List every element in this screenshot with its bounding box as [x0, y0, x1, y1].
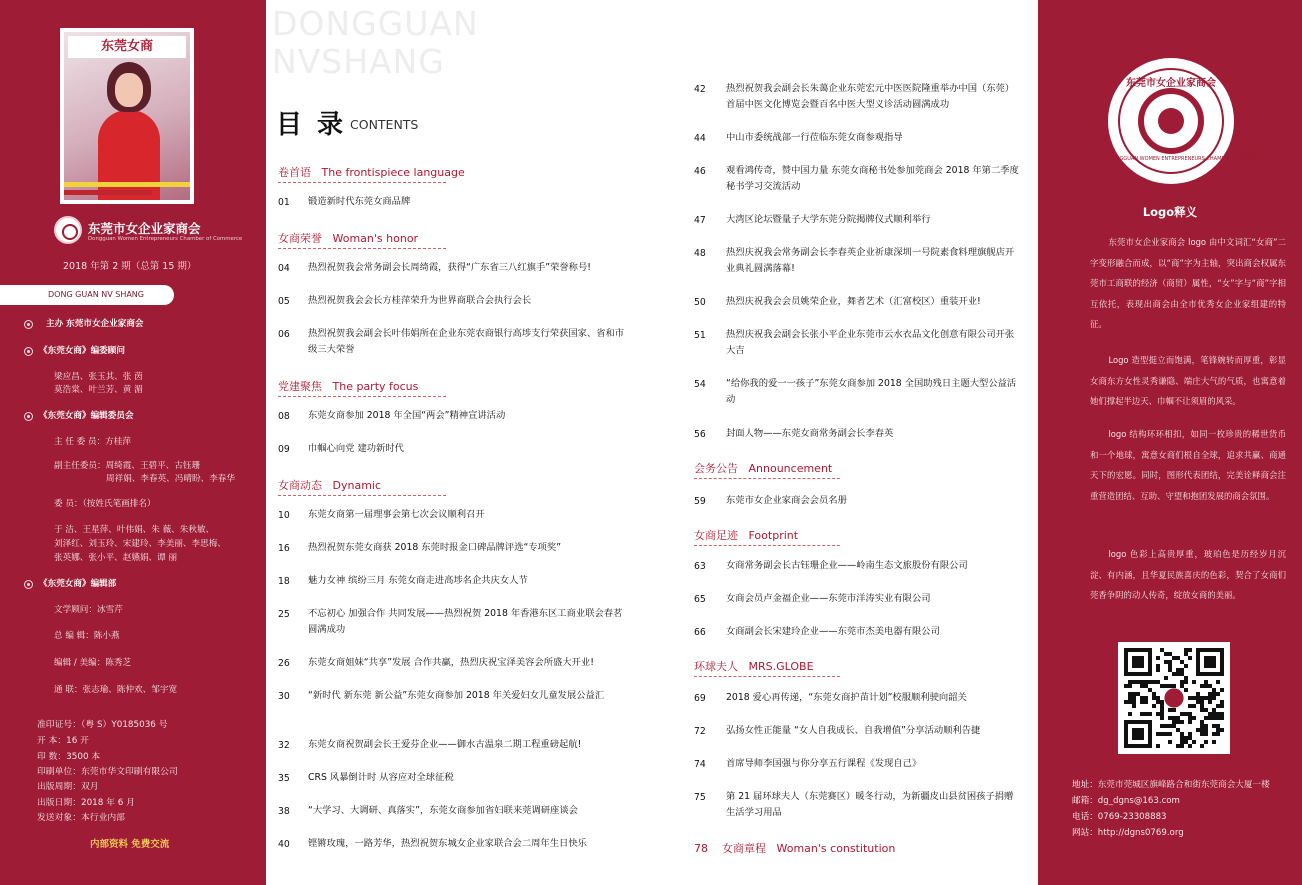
- logo-heading: Logo释义: [1142, 205, 1198, 219]
- toc-page-num: 38: [278, 806, 290, 817]
- toc-entry[interactable]: 中山市委统战部一行莅临东莞女商参观指导: [726, 132, 903, 143]
- toc-page-num: 08: [278, 411, 290, 422]
- toc-entry[interactable]: 东莞市女企业家商会会员名册: [726, 495, 847, 506]
- toc-page-num: 35: [278, 773, 290, 784]
- toc-page-num: 30: [278, 691, 290, 702]
- section-divider: [278, 495, 446, 496]
- credit-line: 编辑 / 美编：陈秀芝: [54, 658, 132, 668]
- toc-page-num: 56: [694, 429, 706, 440]
- section-en: Footprint: [748, 529, 799, 542]
- contact-label: 网站：: [1072, 828, 1098, 838]
- contact-label: 地址：: [1072, 780, 1098, 790]
- toc-entry[interactable]: 热烈祝贺我会常务副会长周绮霞，获得“广东省三八红旗手”荣誉称号!: [308, 262, 591, 273]
- pub-info-line: 出版周期：双月: [37, 782, 99, 792]
- toc-entry[interactable]: 东莞女商参加 2018 年全国“两会”精神宣讲活动: [308, 410, 506, 421]
- section-divider: [278, 182, 446, 183]
- credit-line: 文学顾问：冰雪芹: [54, 605, 123, 615]
- section-en: Woman's constitution: [776, 842, 896, 855]
- credit-line: 《东莞女商》编委顾问: [39, 346, 125, 356]
- toc-page-num: 26: [278, 658, 290, 669]
- toc-entry[interactable]: 不忘初心 加强合作 共同发展——热烈祝贺 2018 年香港东区工商业联会春茗圆满成功: [308, 608, 623, 635]
- toc-page-num: 69: [694, 693, 706, 704]
- pub-info-line: 发送对象：本行业内部: [37, 813, 125, 823]
- cover-portrait: [98, 62, 160, 200]
- logo-ring-text-en: DONGGUAN WOMEN ENTREPRENEURS CHAMBER OF COMMERCE: [1108, 156, 1271, 162]
- toc-title-en: CONTENTS: [350, 117, 419, 132]
- section-divider: [694, 545, 840, 546]
- toc-page-num: 01: [278, 197, 290, 208]
- toc-entry[interactable]: 热烈祝贺我会副会长朱蔼企业东莞宏元中医医院隆重举办中国（东莞）首届中医文化博览会暨百名中医大型义诊活动圆满成功: [726, 83, 1015, 110]
- credit-line: 莫浩棠、叶兰芳、黄 湄: [54, 385, 143, 395]
- toc-entry[interactable]: “给你我的爱一一孩子”东莞女商参加 2018 全国助残日主题大型公益活动: [726, 378, 1017, 405]
- toc-page-num: 59: [694, 496, 706, 507]
- bullet-icon: [24, 580, 33, 589]
- toc-page-num: 46: [694, 166, 706, 177]
- section-heading[interactable]: [694, 840, 895, 856]
- toc-page-num: 09: [278, 444, 290, 455]
- section-en: Dynamic: [332, 479, 382, 492]
- qr-code-graphic: [1124, 648, 1224, 748]
- toc-page-num: 05: [278, 296, 290, 307]
- section-divider: [278, 396, 446, 397]
- toc-entry[interactable]: 首席导师李国强与你分享五行课程《发现自己》: [726, 758, 922, 769]
- toc-page-num: 66: [694, 627, 706, 638]
- pub-info-line: 开 本：16 开: [37, 736, 89, 746]
- logo-paragraph: 东莞市女企业家商会 logo 由中文词汇“女商”二字变形融合而成，以“商”字为主轴，突出商会权属东莞市工商联的经济（商贸）属性，“女”字与“商”字相互依托，表现出商会由全市优秀女企业家组建的特征。: [1090, 237, 1286, 330]
- toc-page-num: 06: [278, 329, 290, 340]
- section-heading: [278, 378, 418, 394]
- cover-face-shape: [115, 73, 143, 107]
- section-en: The party focus: [332, 380, 419, 393]
- section-cn: 卷首语: [278, 166, 311, 179]
- assoc-logo-emblem: [1108, 58, 1271, 184]
- toc-entry[interactable]: 热烈祝贺我会副会长叶伟娟所在企业东莞农商银行高埗支行荣获国家、省和市级三大荣誉: [308, 328, 625, 355]
- section-divider: [694, 676, 840, 677]
- pub-info-line: 印刷单位：东莞市华文印刷有限公司: [37, 767, 178, 777]
- magazine-tag: DONG GUAN NV SHANG: [0, 285, 174, 305]
- contact-value: http://dgns0769.org: [1097, 828, 1184, 838]
- logo-ring-text: 东莞市女企业家商会: [1126, 78, 1216, 89]
- contact-address: [1072, 778, 1270, 790]
- toc-entry[interactable]: 热烈庆祝我会常务副会长李春英企业祈康深圳一号院素食料理旗舰店开业典礼圆满落幕!: [726, 247, 1015, 274]
- credit-line: 《东莞女商》编辑委员会: [39, 411, 134, 421]
- section-cn: 女商动态: [278, 479, 322, 492]
- toc-entry[interactable]: 锻造新时代东莞女商品牌: [308, 196, 411, 207]
- credit-line: 总 编 辑：陈小燕: [54, 631, 120, 641]
- credit-line: 委 员：（按姓氏笔画排名）: [54, 499, 156, 509]
- section-page-num: 78: [694, 842, 708, 855]
- bullet-icon: [24, 320, 33, 329]
- credit-line: 于 洁、王星萍、叶伟娟、朱 薇、朱秋敏、: [54, 525, 215, 535]
- cover-photo: [64, 32, 190, 200]
- internal-note: 内部资料 免费交流: [90, 839, 170, 850]
- logo-paragraph: logo 色彩上高贵厚重，玻珀色是历经岁月沉淀、有内涵，且华夏民族喜庆的色彩，契合了女商们莞香争阴的动人传奇，绽放女商的美丽。: [1090, 549, 1286, 601]
- section-heading: [694, 527, 798, 543]
- credit-line: 梁应昌、张玉其、张 茵: [54, 372, 143, 382]
- left-panel: [0, 0, 266, 885]
- pub-info-line: 出版日期：2018 年 6 月: [37, 798, 135, 808]
- right-panel: [1038, 0, 1302, 885]
- toc-page-num: 75: [694, 792, 706, 803]
- assoc-name: 东莞市女企业家商会: [88, 221, 201, 236]
- magazine-cover[interactable]: [60, 28, 194, 204]
- toc-entry[interactable]: 第 21 届环球夫人（东莞赛区）暖冬行动，为新疆皮山县贫困孩子捐赠生活学习用品: [726, 791, 1014, 818]
- cover-stripe: [64, 182, 190, 187]
- assoc-name-en: Dongguan Women Entrepreneurs Chamber of Commerce: [88, 236, 243, 242]
- credit-line: 张英娜、张小平、赵嬿娟、谭 丽: [54, 553, 178, 563]
- toc-page-num: 54: [694, 379, 706, 390]
- toc-entry[interactable]: 热烈庆祝我会副会长张小平企业东莞市云水衣品文化创意有限公司开张大吉: [726, 329, 1015, 356]
- toc-page-num: 50: [694, 297, 706, 308]
- contact-phone: [1072, 810, 1167, 822]
- watermark-line: DONGGUAN: [272, 4, 479, 43]
- toc-page-num: 40: [278, 839, 290, 850]
- toc-page-num: 47: [694, 215, 706, 226]
- toc-entry[interactable]: 女商副会长宋建玲企业——东莞市杰美电器有限公司: [726, 626, 940, 637]
- toc-entry[interactable]: “大学习、大调研、真落实”，东莞女商参加省妇联来莞调研座谈会: [308, 805, 578, 816]
- pub-info-line: 印 数：3500 本: [37, 752, 101, 762]
- toc-entry[interactable]: 巾帼心向党 建功新时代: [308, 443, 404, 454]
- toc-page-num: 74: [694, 759, 706, 770]
- toc-page-num: 42: [694, 84, 706, 95]
- toc-entry[interactable]: 热烈庆祝我会会员姚荣企业，舞者艺术（汇富校区）重装开业!: [726, 296, 981, 307]
- section-en: Announcement: [748, 462, 833, 475]
- section-en: Woman's honor: [332, 232, 419, 245]
- toc-entry[interactable]: 观看鸿传奇，赞中国力量 东莞女商秘书处参加莞商会 2018 年第二季度秘书学习交流活动: [726, 165, 1019, 192]
- toc-page-num: 32: [278, 740, 290, 751]
- credit-line: 周祥娟、李春英、冯晴盼、李春华: [106, 474, 235, 484]
- toc-entry[interactable]: 2018 爱心再传递，“东莞女商护苗计划”校服顺利驶向韶关: [726, 692, 967, 703]
- credit-line: 主办 东莞市女企业家商会: [46, 319, 144, 329]
- toc-title: 目 录: [276, 110, 347, 140]
- toc-page-num: 44: [694, 133, 706, 144]
- toc-page-num: 18: [278, 576, 290, 587]
- toc-entry[interactable]: 东莞女商第一届理事会第七次会议顺利召开: [308, 509, 485, 520]
- toc-page-num: 51: [694, 330, 706, 341]
- bullet-icon: [24, 412, 33, 421]
- pub-info-line: 准印证号：（粤 S）Y0185036 号: [37, 720, 168, 730]
- section-cn: 环球夫人: [694, 660, 738, 673]
- section-en: MRS.GLOBE: [748, 660, 814, 673]
- toc-page-num: 10: [278, 510, 290, 521]
- logo-paragraph: logo 结构环环相扣，如同一枚珍贵的稀世货币和一个地球，寓意女商们根自全球，追求共赢、商通天下的宏愿。同时，图形代表团结，完美诠释商会注重营造团结、互助、守望和抱团发展的商会氛围。: [1090, 429, 1286, 501]
- logo-paragraph: Logo 造型挺立而饱满，笔锋婉转而厚重，彰显女商东方女性灵秀谦隐、端庄大气的气质，也寓意着她们撑起半边天、巾帼不让须眉的风采。: [1090, 355, 1286, 407]
- section-divider: [278, 248, 446, 249]
- section-divider: [694, 478, 840, 479]
- cover-stripe: [64, 190, 152, 195]
- assoc-logo-icon: [54, 216, 82, 244]
- toc-entry[interactable]: 大湾区论坛暨量子大学东莞分院揭牌仪式顺利举行: [726, 214, 931, 225]
- toc-entry[interactable]: 东莞女商姐妹“共享”发展 合作共赢，热烈庆祝宝泽美容会所盛大开业!: [308, 657, 594, 668]
- toc-page-num: 65: [694, 594, 706, 605]
- credit-line: 通 联：张志瑜、陈仲欢、邹宇宽: [54, 685, 178, 695]
- toc-page-num: 63: [694, 561, 706, 572]
- contact-website[interactable]: [1072, 826, 1184, 838]
- credit-line: 刘泽红、刘玉玲、宋建玲、李美丽、李思梅、: [54, 539, 226, 549]
- bullet-icon: [24, 347, 33, 356]
- toc-entry[interactable]: 封面人物——东莞女商常务副会长李春英: [726, 428, 894, 439]
- section-heading: [694, 658, 814, 674]
- toc-page-num: 25: [278, 609, 290, 620]
- credit-line: 主 任 委 员：方桂萍: [54, 437, 131, 447]
- logo-core-symbol: [1138, 88, 1204, 154]
- section-cn: 会务公告: [694, 462, 738, 475]
- toc-page-num: 16: [278, 543, 290, 554]
- section-cn: 女商章程: [722, 842, 766, 855]
- toc-entry[interactable]: “新时代 新东莞 新公益”东莞女商参加 2018 年关爱妇女儿童发展公益汇: [308, 690, 605, 701]
- section-en: The frontispiece language: [321, 166, 465, 179]
- toc-entry[interactable]: 热烈祝贺我会会长方桂萍荣升为世界商联合会执行会长: [308, 295, 532, 306]
- section-cn: 党建聚焦: [278, 380, 322, 393]
- toc-entry[interactable]: 弘扬女性正能量 “女人自我成长、自我增值”分享活动顺利告捷: [726, 725, 981, 736]
- section-heading: [278, 230, 418, 246]
- toc-entry[interactable]: 东莞女商祝贺副会长王爱芬企业——御水古温泉二期工程重磅起航!: [308, 739, 582, 750]
- toc-entry[interactable]: CRS 风暴倒计时 从容应对全球征税: [308, 772, 454, 783]
- section-heading: [278, 477, 381, 493]
- toc-entry[interactable]: 热烈祝贺东莞女商获 2018 东莞时报金口碑品牌评选“专项奖”: [308, 542, 562, 553]
- contact-value: 东莞市莞城区旗峰路合和街东莞商会大厦一楼: [1097, 780, 1270, 790]
- cover-title: 东莞女商: [68, 36, 186, 58]
- issue-number: 2018 年第 2 期（总第 15 期）: [63, 261, 197, 272]
- credit-line: 《东莞女商》编辑部: [39, 579, 117, 589]
- contact-email[interactable]: [1072, 794, 1180, 806]
- section-heading: [694, 460, 832, 476]
- toc-entry[interactable]: 铿锵玫瑰，一路芳华，热烈祝贺东城女企业家联合会二周年生日快乐: [308, 838, 587, 849]
- toc-entry[interactable]: 魅力女神 缤纷三月 东莞女商走进高埗名企共庆女人节: [308, 575, 528, 586]
- qr-code[interactable]: [1118, 642, 1230, 754]
- contact-label: 电话：: [1072, 812, 1098, 822]
- toc-entry[interactable]: 女商常务副会长古钰珊企业——岭南生态文旅股份有限公司: [726, 560, 968, 571]
- section-cn: 女商足迹: [694, 529, 738, 542]
- contact-value: 0769-23308883: [1097, 812, 1167, 822]
- toc-page: [266, 0, 1038, 885]
- toc-page-num: 48: [694, 248, 706, 259]
- credit-line: 副主任委员：周绮霞、王碧平、古钰珊: [54, 461, 201, 471]
- toc-page-num: 72: [694, 726, 706, 737]
- contact-label: 邮箱：: [1072, 796, 1098, 806]
- section-cn: 女商荣誉: [278, 232, 322, 245]
- contact-value: dg_dgns@163.com: [1097, 796, 1180, 806]
- watermark-line: NVSHANG: [272, 42, 445, 81]
- toc-entry[interactable]: 女商会员卢金福企业——东莞市洋涛实业有限公司: [726, 593, 931, 604]
- section-heading: [278, 164, 465, 180]
- toc-page-num: 04: [278, 263, 290, 274]
